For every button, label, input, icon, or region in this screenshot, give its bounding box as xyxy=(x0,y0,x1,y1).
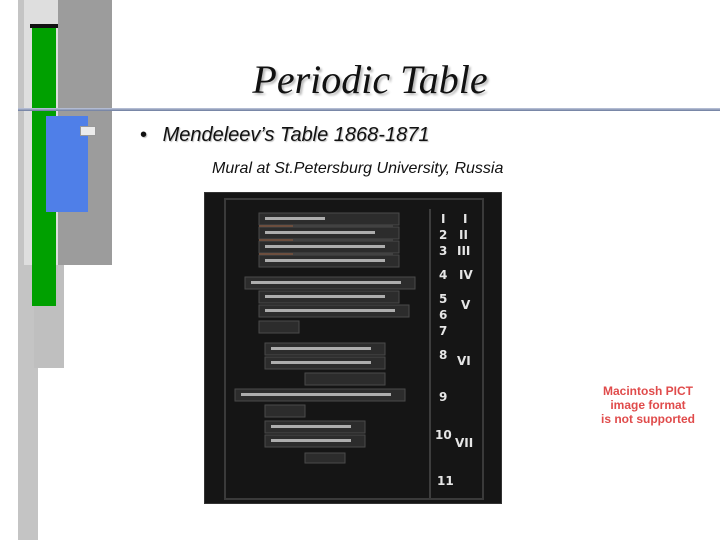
svg-text:III: III xyxy=(457,244,471,258)
svg-text:8: 8 xyxy=(439,348,448,362)
svg-text:VII: VII xyxy=(455,436,474,450)
image-caption: Mural at St.Petersburg University, Russia xyxy=(212,160,504,177)
svg-text:7: 7 xyxy=(439,324,448,338)
title-divider xyxy=(18,108,720,111)
slide-title: Periodic Table xyxy=(252,57,488,102)
svg-text:I: I xyxy=(441,212,446,226)
svg-text:V: V xyxy=(461,298,471,312)
mendeleev-mural-image xyxy=(204,192,502,504)
unsupported-image-placeholder xyxy=(596,384,700,426)
svg-text:I: I xyxy=(463,212,468,226)
placeholder-line-2: image format xyxy=(610,398,686,412)
svg-text:6: 6 xyxy=(439,308,448,322)
svg-text:2: 2 xyxy=(439,228,448,242)
svg-text:IV: IV xyxy=(459,268,473,282)
bullet-item xyxy=(140,124,429,147)
small-note-icon xyxy=(80,126,96,136)
placeholder-line-3: is not supported xyxy=(601,412,695,426)
svg-text:5: 5 xyxy=(439,292,448,306)
svg-text:9: 9 xyxy=(439,390,448,404)
green-bar-outline xyxy=(30,24,58,28)
placeholder-line-1: Macintosh PICT xyxy=(602,384,693,398)
svg-text:11: 11 xyxy=(437,474,454,488)
svg-text:VI: VI xyxy=(457,354,471,368)
svg-text:3: 3 xyxy=(439,244,448,258)
bullet-dot-icon: • xyxy=(140,124,148,146)
svg-text:4: 4 xyxy=(439,268,448,282)
svg-text:10: 10 xyxy=(435,428,452,442)
mural-photo-icon xyxy=(205,193,501,503)
svg-text:II: II xyxy=(459,228,468,242)
bullet-text: Mendeleev’s Table 1868-1871 xyxy=(162,124,430,146)
